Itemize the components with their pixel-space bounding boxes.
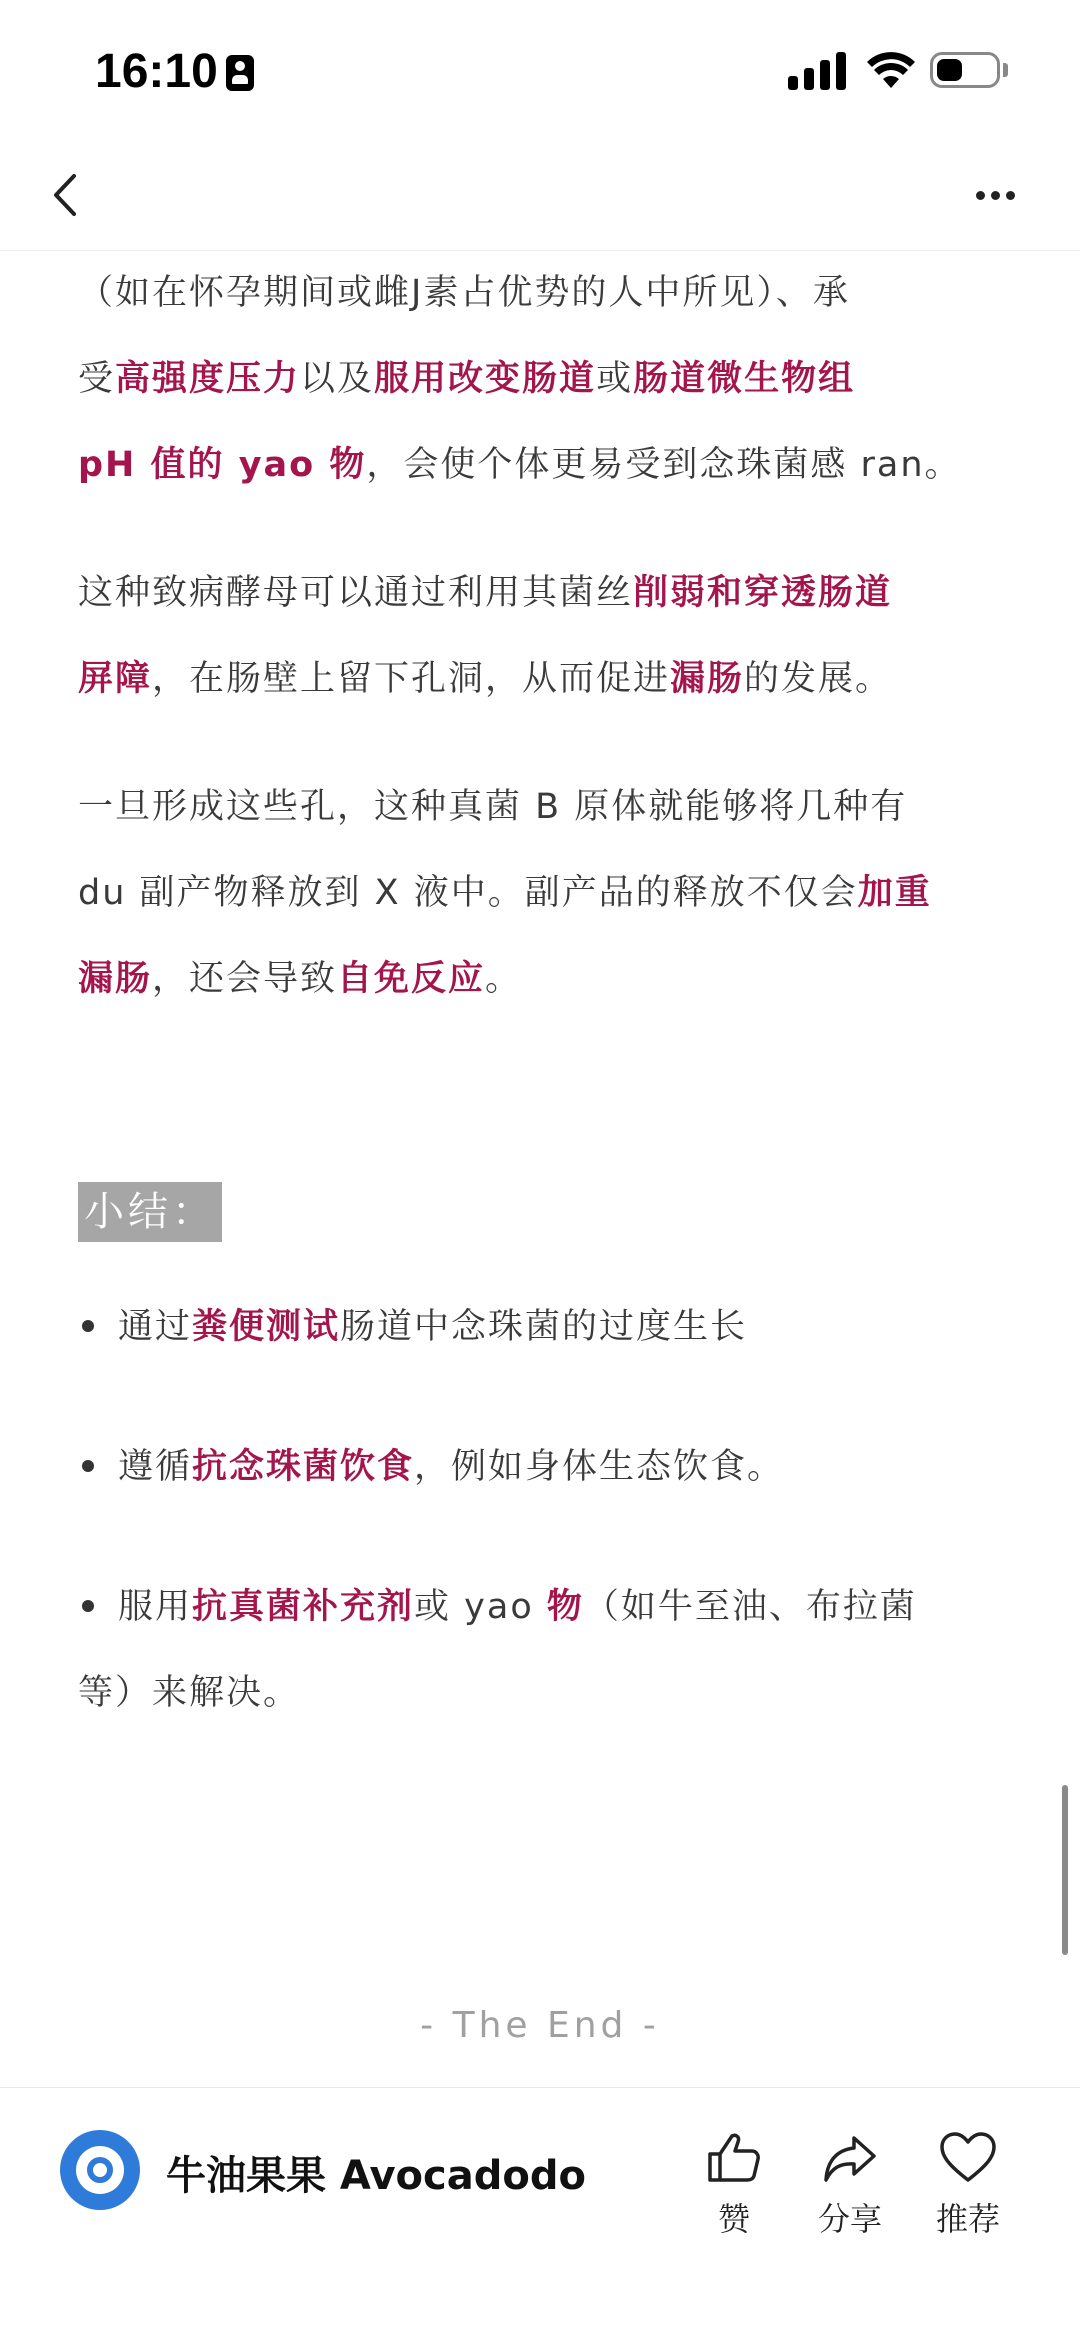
text: （如在怀孕期间或雌J素占优势的人中所见）、承 <box>78 273 850 313</box>
scrollbar[interactable] <box>1062 1785 1068 1955</box>
text: 一旦形成这些孔，这种真菌 B 原体就能够将几种有 <box>78 787 908 827</box>
highlight-text: 漏肠 <box>670 659 745 699</box>
list-item <box>78 1564 1002 1736</box>
status-bar <box>0 0 1080 140</box>
like-label: 赞 <box>717 2200 750 2238</box>
summary-title: 小结： <box>78 1182 222 1242</box>
text: ，还会导致 <box>152 959 338 999</box>
wifi-icon <box>866 50 916 90</box>
highlight-text: 物 <box>546 1587 584 1627</box>
text: ，会使个体更易受到念珠菌感 ran。 <box>366 445 962 485</box>
text: 以及 <box>300 359 375 399</box>
bullet-icon <box>82 1600 94 1612</box>
text: ，例如身体生态饮食。 <box>414 1447 785 1487</box>
highlight-text: 自免反应 <box>337 959 486 999</box>
highlight-text: 抗念珠菌饮食 <box>192 1447 415 1487</box>
chevron-left-icon <box>40 162 100 228</box>
share-button[interactable] <box>800 2130 900 2240</box>
text: 受 <box>78 359 116 399</box>
back-button[interactable] <box>40 162 100 228</box>
bullet-icon <box>82 1320 94 1332</box>
highlight-text: 削弱和穿透肠道 <box>633 573 893 613</box>
bottom-bar <box>0 2087 1080 2338</box>
highlight-text: 粪便测试 <box>192 1307 341 1347</box>
battery-icon <box>930 52 1000 88</box>
text: 遵循 <box>118 1447 193 1487</box>
text: 。 <box>485 959 523 999</box>
recommend-button[interactable] <box>918 2130 1018 2240</box>
more-dot <box>991 191 1000 200</box>
more-dot <box>1006 191 1015 200</box>
contact-card-icon <box>226 55 254 91</box>
highlight-text: 加重 <box>857 873 932 913</box>
text: 这种致病酵母可以通过利用其菌丝 <box>78 573 634 613</box>
text: 或 <box>596 359 634 399</box>
list-item <box>78 1424 1002 1510</box>
text: ，在肠壁上留下孔洞，从而促进 <box>152 659 671 699</box>
highlight-text: 屏障 <box>78 659 153 699</box>
text: du 副产物释放到 X 液中。副产品的释放不仅会 <box>78 873 858 913</box>
highlight-text: 肠道微生物组 <box>633 359 856 399</box>
highlight-text: 漏肠 <box>78 959 153 999</box>
paragraph-2 <box>78 550 1002 722</box>
more-dots-icon <box>976 191 985 200</box>
account-name[interactable]: 牛油果果 Avocadodo <box>166 2153 586 2199</box>
avatar[interactable] <box>60 2130 140 2210</box>
list-item <box>78 1284 1002 1370</box>
share-arrow-icon <box>820 2130 880 2186</box>
paragraph-3 <box>78 764 1002 1022</box>
text: 等）来解决。 <box>78 1673 301 1713</box>
the-end-text: - The End - <box>420 2005 660 2046</box>
nav-bar <box>0 140 1080 251</box>
text: 的发展。 <box>744 659 893 699</box>
thumbs-up-icon <box>704 2130 764 2186</box>
heart-icon <box>938 2130 998 2186</box>
recommend-label: 推荐 <box>935 2200 1000 2238</box>
avocadodo-logo-icon <box>76 2146 124 2194</box>
highlight-text: 抗真菌补充剂 <box>192 1587 415 1627</box>
like-button[interactable] <box>684 2130 784 2240</box>
text: 或 yao <box>414 1587 547 1627</box>
share-label: 分享 <box>817 2200 882 2238</box>
summary-heading-wrap <box>78 1182 1002 1242</box>
battery-level <box>937 59 962 81</box>
cellular-signal-icon <box>788 52 848 90</box>
battery-cap <box>1003 63 1008 77</box>
bullet-icon <box>82 1460 94 1472</box>
status-time: 16:10 <box>95 45 218 98</box>
highlight-text: 服用改变肠道 <box>374 359 597 399</box>
more-button[interactable] <box>960 170 1030 220</box>
text: 肠道中念珠菌的过度生长 <box>340 1307 748 1347</box>
highlight-text: 高强度压力 <box>115 359 301 399</box>
text: 通过 <box>118 1307 193 1347</box>
highlight-text: pH 值的 yao 物 <box>78 445 367 485</box>
text: 服用 <box>118 1587 193 1627</box>
text: （如牛至油、布拉菌 <box>583 1587 917 1627</box>
paragraph-1 <box>78 250 1002 508</box>
article-body <box>78 250 1002 1736</box>
